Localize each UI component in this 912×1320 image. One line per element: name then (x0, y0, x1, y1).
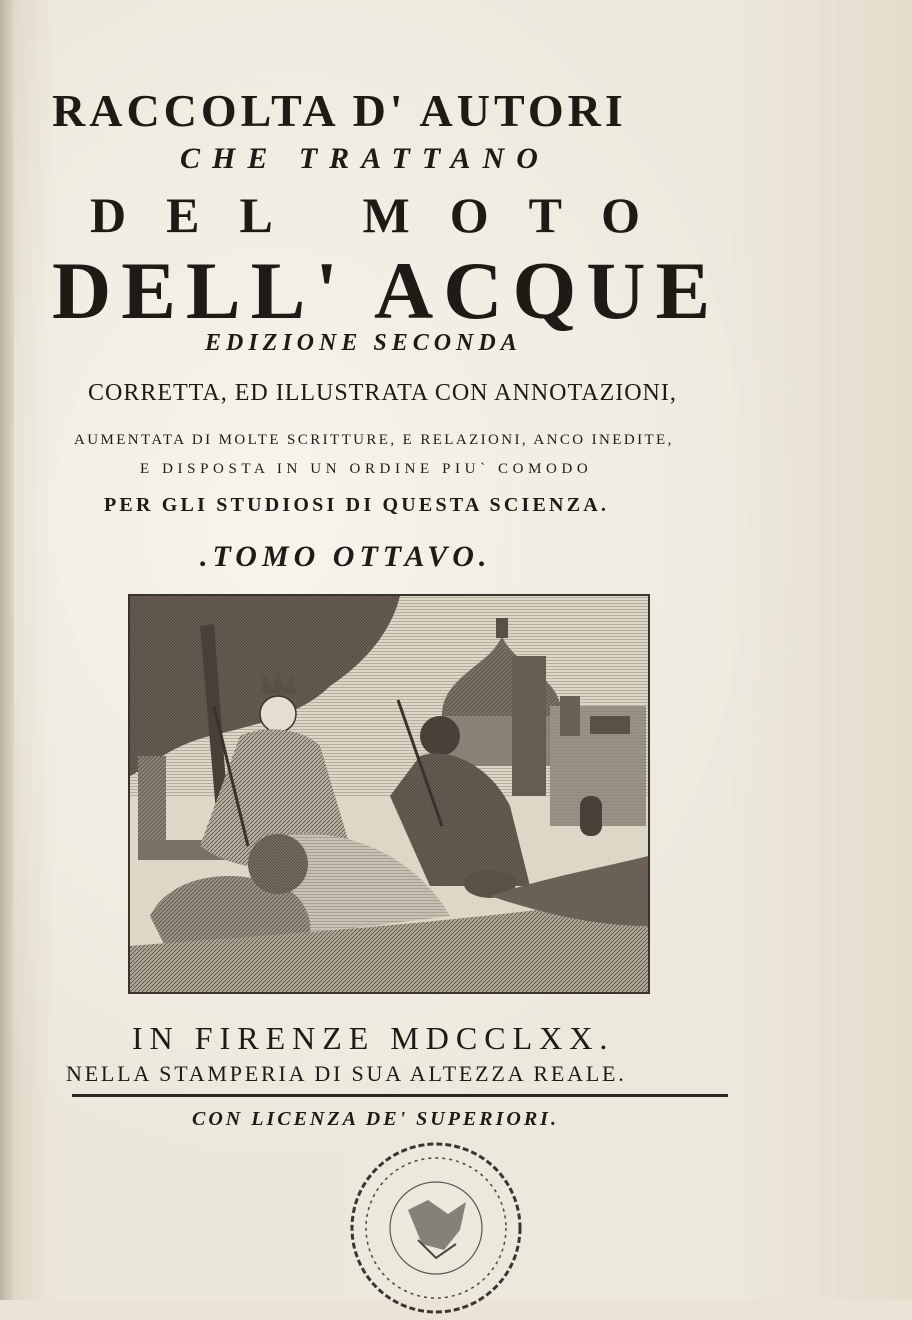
binding-gutter (0, 0, 14, 1300)
title-line-del-moto: DEL MOTO (90, 187, 680, 243)
subtitle-line-2: AUMENTATA DI MOLTE SCRITTURE, E RELAZIONI, ANCO INEDITE, (74, 432, 674, 448)
imprint-divider (72, 1094, 728, 1097)
title-line-dell-acque: DELL' ACQUE (52, 245, 721, 336)
imprint-place-date: IN FIRENZE MDCCLXX. (132, 1020, 615, 1056)
imprint-printer: NELLA STAMPERIA DI SUA ALTEZZA REALE. (66, 1061, 627, 1086)
subtitle-line-3: E DISPOSTA IN UN ORDINE PIU` COMODO (140, 461, 593, 477)
title-line-che-trattano: CHE TRATTANO (180, 142, 550, 175)
volume-line: .TOMO OTTAVO. (200, 540, 492, 573)
subtitle-line-4: PER GLI STUDIOSI DI QUESTA SCIENZA. (104, 494, 610, 516)
title-line-raccolta: RACCOLTA D' AUTORI (52, 85, 627, 136)
imprint-license: CON LICENZA DE' SUPERIORI. (192, 1108, 559, 1130)
subtitle-line-1: CORRETTA, ED ILLUSTRATA CON ANNOTAZIONI, (88, 380, 677, 406)
allegorical-engraving-icon (128, 594, 650, 994)
library-stamp-icon (348, 1140, 524, 1316)
edition-line: EDIZIONE SECONDA (205, 330, 522, 356)
